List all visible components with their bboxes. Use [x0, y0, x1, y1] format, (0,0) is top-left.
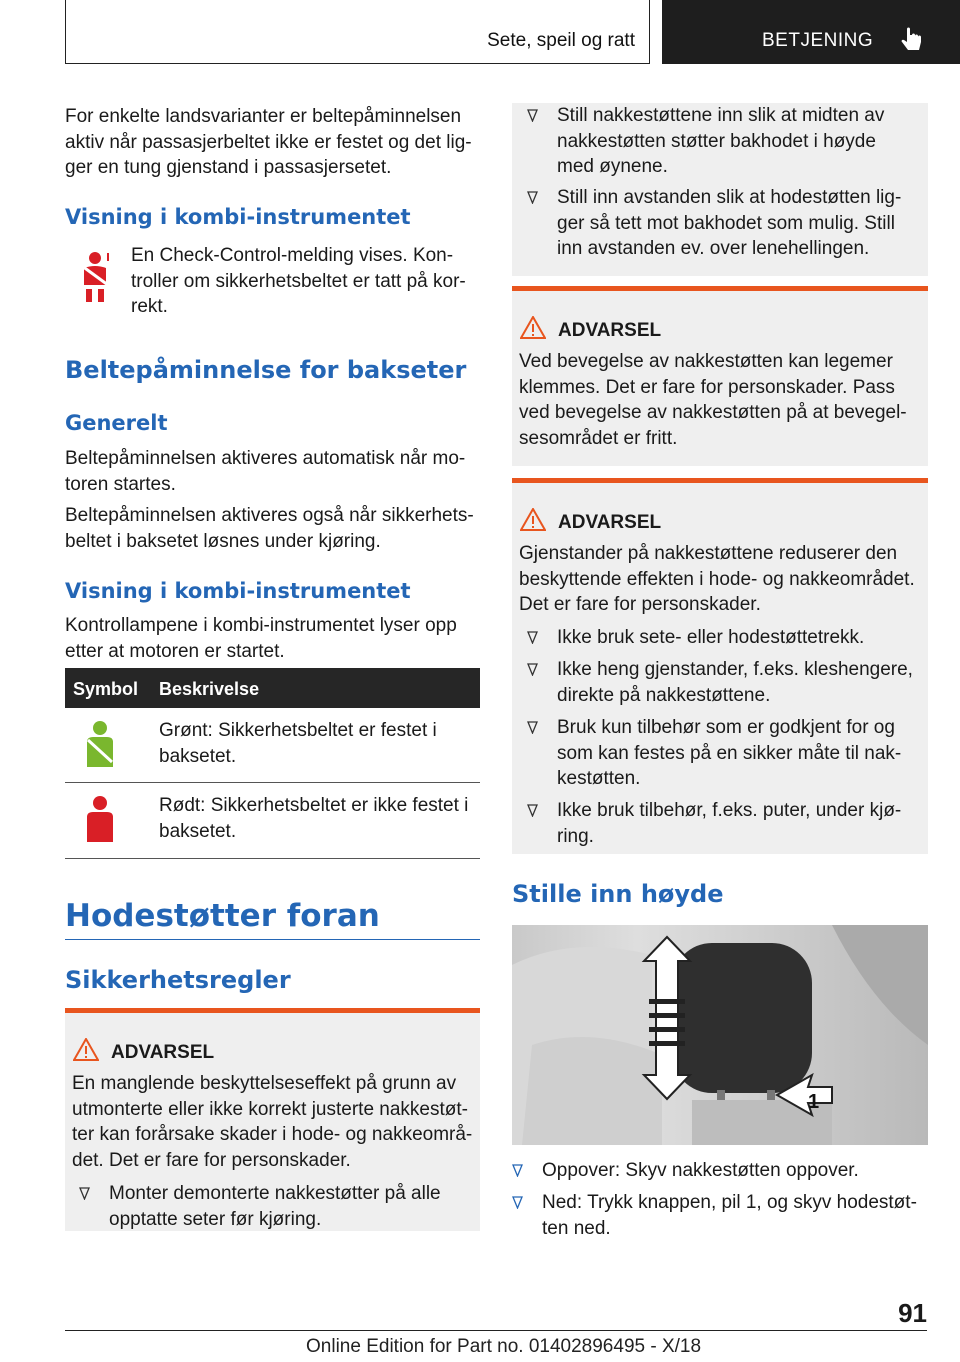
warning-triangle-icon — [520, 508, 546, 531]
headrest-photo — [512, 925, 928, 1145]
bullet-triangle-icon — [527, 191, 538, 204]
instructions-box: Still nakkestøttene inn slik at midten av nakkestøtten støtter bakhodet i høyde med øynene. Still inn avstanden slik at hodestøtten lig-ger så tett mot bakhodet som mulig. Still inn avstanden ev. over lenehellingen. — [512, 103, 928, 276]
warning-text: Ved bevegelse av nakkestøtten kan legemer klemmes. Det er fare for personskader. Pass ved bevegelse av nakkestøtten på at bevegel-sesområdet er fritt. — [519, 351, 907, 449]
warning-text: En manglende beskyttelseseffekt på grunn av utmonterte eller ikke korrekt justerte nakkestøt-ter kan forårsake skader i hode- og nakkeområ-det. Det er fare for personskader. — [72, 1073, 473, 1171]
bullet-triangle-icon — [527, 663, 538, 676]
warning-box-2 — [512, 286, 928, 466]
edition-footer: Online Edition for Part no. 01402896495 - X/18 — [306, 1336, 702, 1357]
page-number: 91 — [898, 1298, 927, 1328]
table-row-desc: Grønt: Sikkerhetsbeltet er festet i baksetet. — [159, 720, 437, 767]
bullet-triangle-icon — [527, 721, 538, 734]
general-paragraph-2: Beltepåminnelsen aktiveres også når sikkerhets-beltet i baksetet løsnes under kjøring. — [65, 505, 474, 552]
bullet-triangle-icon — [527, 631, 538, 644]
heading-adjust-height: Stille inn høyde — [512, 880, 724, 908]
intro-paragraph: For enkelte landsvarianter er beltepåminnelsen aktiv når passasjerbeltet ikke er festet og det lig-ger en tung gjenstand i passasjersetet. — [65, 106, 472, 178]
bullet-triangle-icon — [79, 1187, 90, 1200]
heading-display-1: Visning i kombi-instrumentet — [65, 205, 411, 229]
table-row — [65, 783, 480, 859]
warning-title: ADVARSEL — [558, 512, 662, 533]
warning-triangle-icon — [520, 316, 546, 339]
section-title: BETJENING — [762, 30, 874, 51]
hand-pointer-icon — [898, 26, 926, 54]
warning-box-3: ADVARSEL Gjenstander på nakkestøttene reduserer den beskyttende effekten i hode- og nakkeområdet. Det er fare for personskader. Ikke bruk sete- eller hodestøttetrekk. Ikke heng gjenstander, f.eks. kleshengere, direkte på nakkestøttene. Bruk kun tilbehør som er godkjent for og som kan festes på en sikker måte til nak-kestøtten. Ikke bruk tilbehør, f.eks. puter, under kjø-ring. — [512, 478, 928, 854]
warning-box-1: ADVARSEL En manglende beskyttelseseffekt på grunn av utmonterte eller ikke korrekt justerte nakkestøt-ter kan forårsake skader i hode- og nakkeområ-det. Det er fare for personskader. Monter demonterte nakkestøtter på alle opptatte seter før kjøring. — [65, 1008, 480, 1231]
heading-rule — [65, 939, 480, 940]
display-2-text: Kontrollampene i kombi-instrumentet lyser opp etter at motoren er startet. — [65, 615, 457, 662]
display-1-text: En Check-Control-melding vises. Kon-troller om sikkerhetsbeltet er tatt på kor-rekt. — [131, 245, 466, 317]
headrest-illustration — [512, 925, 928, 1145]
seatbelt-green-icon — [84, 720, 116, 770]
heading-safety: Sikkerhetsregler — [65, 966, 291, 994]
warning-triangle-icon — [73, 1038, 99, 1061]
description-column-header: Beskrivelse — [159, 679, 260, 699]
seatbelt-red-icon — [84, 795, 116, 845]
symbol-table-header — [65, 668, 480, 708]
table-row-desc: Rødt: Sikkerhetsbeltet er ikke festet i baksetet. — [159, 795, 469, 842]
symbol-column-header: Symbol — [73, 679, 139, 699]
heading-rear-reminder: Beltepåminnelse for bakseter — [65, 356, 467, 384]
header-left-tab — [65, 0, 650, 64]
warning-text: Gjenstander på nakkestøttene reduserer den beskyttende effekten i hode- og nakkeområdet. Det er fare for personskader. — [519, 543, 915, 615]
general-paragraph-1: Beltepåminnelsen aktiveres automatisk når mo-toren startes. — [65, 448, 466, 495]
warning-title: ADVARSEL — [111, 1042, 215, 1063]
heading-display-2: Visning i kombi-instrumentet — [65, 579, 411, 603]
heading-headrests: Hodestøtter foran — [65, 898, 380, 934]
chapter-title: Sete, speil og ratt — [487, 30, 635, 51]
bullet-triangle-icon — [512, 1164, 523, 1177]
bullet-triangle-icon — [527, 804, 538, 817]
warning-title: ADVARSEL — [558, 320, 662, 341]
bullet-triangle-icon — [512, 1196, 523, 1209]
header-section-tab — [662, 0, 960, 64]
callout-label-1: 1 — [808, 1091, 820, 1113]
seatbelt-warning-icon — [78, 251, 112, 303]
heading-general: Generelt — [65, 411, 168, 435]
table-row — [65, 708, 480, 783]
bullet-triangle-icon — [527, 109, 538, 122]
footer-rule — [65, 1330, 927, 1331]
